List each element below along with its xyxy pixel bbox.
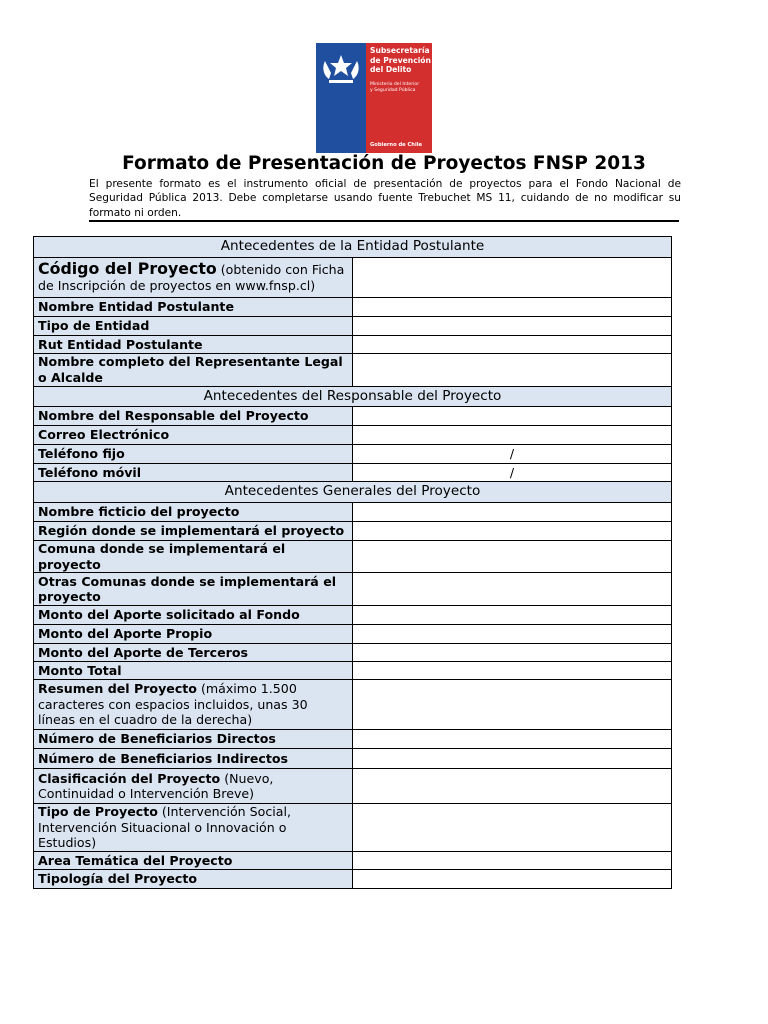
field-label: Monto del Aporte de Terceros bbox=[34, 644, 353, 662]
table-row bbox=[34, 662, 672, 680]
field-label-note: (Nuevo, Continuidad o Intervención Breve) bbox=[38, 770, 274, 802]
otras-comunas-field[interactable] bbox=[353, 573, 672, 606]
resumen-field[interactable] bbox=[353, 680, 672, 730]
logo-ministry: Ministerio del Interior y Seguridad Pública bbox=[370, 82, 420, 93]
section-header: Antecedentes del Responsable del Proyecto bbox=[34, 387, 672, 407]
field-label: Tipología del Proyecto bbox=[34, 869, 353, 888]
field-label: Nombre del Responsable del Proyecto bbox=[34, 407, 353, 426]
table-row bbox=[34, 336, 672, 354]
logo-government: Gobierno de Chile bbox=[370, 142, 423, 148]
table-row bbox=[34, 426, 672, 445]
section-header: Antecedentes Generales del Proyecto bbox=[34, 482, 672, 503]
responsable-field[interactable] bbox=[353, 407, 672, 426]
table-row bbox=[34, 407, 672, 426]
divider bbox=[89, 220, 679, 222]
field-label: Tipo de Entidad bbox=[34, 317, 353, 336]
codigo-field[interactable] bbox=[353, 258, 672, 298]
section-row bbox=[34, 237, 672, 258]
field-label: Rut Entidad Postulante bbox=[34, 336, 353, 354]
field-label: Nombre ficticio del proyecto bbox=[34, 503, 353, 522]
representante-field[interactable] bbox=[353, 354, 672, 387]
field-label-note: (obtenido con Ficha de Inscripción de proyectos en www.fnsp.cl) bbox=[38, 262, 345, 293]
tipo-entidad-field[interactable] bbox=[353, 317, 672, 336]
table-row bbox=[34, 625, 672, 644]
field-label-note: (máximo 1.500 caracteres con espacios incluidos, unas 30 líneas en el cuadro de la derecha) bbox=[38, 681, 308, 728]
field-label: Nombre completo del Representante Legal o Alcalde bbox=[34, 354, 353, 387]
field-label: Correo Electrónico bbox=[34, 426, 353, 445]
table-row bbox=[34, 258, 672, 298]
table-row bbox=[34, 680, 672, 730]
table-row bbox=[34, 464, 672, 482]
benef-indirectos-field[interactable] bbox=[353, 749, 672, 769]
project-form-table bbox=[33, 236, 672, 889]
table-row bbox=[34, 503, 672, 522]
table-row bbox=[34, 804, 672, 852]
telefono-movil-field[interactable]: / bbox=[353, 464, 672, 482]
field-label bbox=[34, 804, 353, 852]
field-label: Teléfono móvil bbox=[34, 464, 353, 482]
field-label: Area Temática del Proyecto bbox=[34, 851, 353, 869]
table-row bbox=[34, 354, 672, 387]
tipo-proyecto-field[interactable] bbox=[353, 804, 672, 852]
field-label bbox=[34, 680, 353, 730]
nombre-entidad-field[interactable] bbox=[353, 298, 672, 317]
table-row bbox=[34, 749, 672, 769]
field-label-main: Código del Proyecto bbox=[38, 259, 217, 279]
table-row bbox=[34, 445, 672, 464]
monto-propio-field[interactable] bbox=[353, 625, 672, 644]
section-row bbox=[34, 482, 672, 503]
field-label: Número de Beneficiarios Directos bbox=[34, 730, 353, 749]
table-row bbox=[34, 644, 672, 662]
field-label bbox=[34, 769, 353, 804]
field-label: Teléfono fijo bbox=[34, 445, 353, 464]
table-row bbox=[34, 298, 672, 317]
region-field[interactable] bbox=[353, 522, 672, 541]
benef-directos-field[interactable] bbox=[353, 730, 672, 749]
field-label: Otras Comunas donde se implementará el proyecto bbox=[34, 573, 353, 606]
monto-fondo-field[interactable] bbox=[353, 606, 672, 625]
clasificacion-field[interactable] bbox=[353, 769, 672, 804]
field-label: Número de Beneficiarios Indirectos bbox=[34, 749, 353, 769]
field-label: Monto del Aporte Propio bbox=[34, 625, 353, 644]
rut-field[interactable] bbox=[353, 336, 672, 354]
field-label-main: Clasificación del Proyecto bbox=[38, 770, 221, 786]
field-label: Comuna donde se implementará el proyecto bbox=[34, 541, 353, 573]
table-row bbox=[34, 573, 672, 606]
table-row bbox=[34, 522, 672, 541]
intro-paragraph: El presente formato es el instrumento oficial de presentación de proyectos para el Fondo Nacional de Seguridad Pública 2013. Debe completarse usando fuente Trebuchet MS 11, cuidando de no modificar su formato ni orden. bbox=[89, 178, 681, 219]
table-row bbox=[34, 730, 672, 749]
field-label-main: Tipo de Proyecto bbox=[38, 804, 158, 820]
field-label-note: (Intervención Social, Intervención Situacional o Innovación o Estudios) bbox=[38, 804, 292, 851]
comuna-field[interactable] bbox=[353, 541, 672, 573]
logo bbox=[316, 43, 432, 153]
telefono-fijo-field[interactable]: / bbox=[353, 445, 672, 464]
field-label bbox=[34, 258, 353, 298]
monto-terceros-field[interactable] bbox=[353, 644, 672, 662]
monto-total-field[interactable] bbox=[353, 662, 672, 680]
nombre-ficticio-field[interactable] bbox=[353, 503, 672, 522]
table-row bbox=[34, 769, 672, 804]
table-row bbox=[34, 317, 672, 336]
correo-field[interactable] bbox=[353, 426, 672, 445]
logo-red-panel bbox=[366, 43, 432, 153]
coat-of-arms-icon bbox=[319, 49, 363, 89]
field-label-main: Resumen del Proyecto bbox=[38, 681, 197, 697]
logo-org-name: Subsecretaría de Prevención del Delito bbox=[370, 46, 431, 74]
table-row bbox=[34, 606, 672, 625]
table-row bbox=[34, 851, 672, 869]
tipologia-field[interactable] bbox=[353, 869, 672, 888]
field-label: Nombre Entidad Postulante bbox=[34, 298, 353, 317]
section-header: Antecedentes de la Entidad Postulante bbox=[34, 237, 672, 258]
page-title: Formato de Presentación de Proyectos FNSP 2013 bbox=[122, 153, 646, 174]
field-label: Monto del Aporte solicitado al Fondo bbox=[34, 606, 353, 625]
field-label: Región donde se implementará el proyecto bbox=[34, 522, 353, 541]
logo-blue-panel bbox=[316, 43, 366, 153]
table-row bbox=[34, 869, 672, 888]
field-label: Monto Total bbox=[34, 662, 353, 680]
table-row bbox=[34, 541, 672, 573]
area-tematica-field[interactable] bbox=[353, 851, 672, 869]
section-row bbox=[34, 387, 672, 407]
